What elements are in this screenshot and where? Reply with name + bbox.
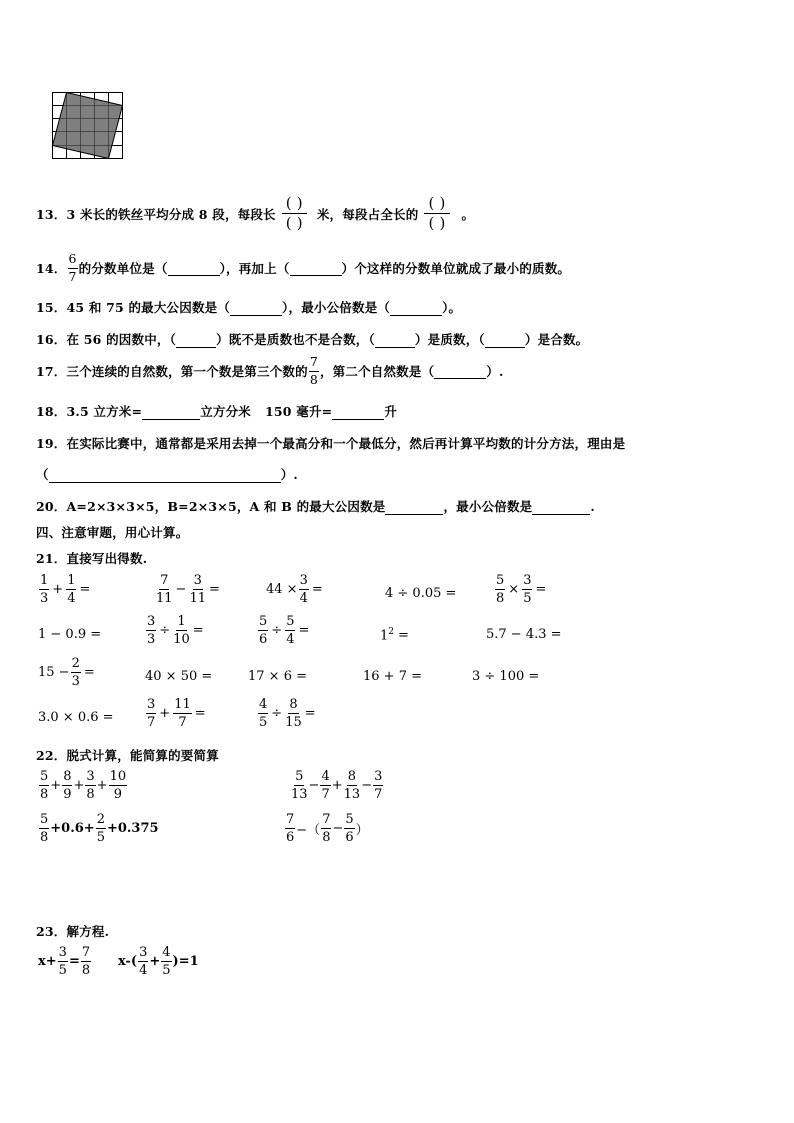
q17-fraction: $\frac{7}{8}$ (309, 354, 318, 387)
calc22-expr-1: $\frac{5}{8}$ + $\frac{8}{9}$ + $\frac{3}{8}$ + $\frac{10}{9}$ (40, 769, 127, 802)
q20-text-c: . (590, 499, 595, 514)
calc-item-16: 3.0 × 0.6 = (38, 710, 114, 725)
q14-text-a: 的分数单位是（ (78, 261, 168, 276)
q16-text-a: 在 56 的因数中，（ (66, 332, 177, 347)
q14-fraction: $\frac{6}{7}$ (68, 251, 77, 284)
calc-item-5: $\frac{5}{8}$ × $\frac{3}{5}$ = (496, 573, 547, 606)
q18-blank-1[interactable] (142, 404, 200, 420)
q20-number: 20． (36, 499, 67, 514)
q18-blank-2[interactable] (332, 404, 384, 420)
q16-blank-2[interactable] (375, 332, 415, 348)
question-23-title: 23．解方程. (36, 924, 110, 939)
q14-text-b: ），再加上（ (219, 261, 290, 276)
q17-text-a: 三个连续的自然数，第一个数是第三个数的 (66, 364, 308, 379)
q16-text-c: ）是质数，（ (414, 332, 485, 347)
q19-text-a: 在实际比赛中，通常都是采用去掉一个最高分和一个最低分，然后再计算平均数的计分方法，理由是 (66, 436, 626, 451)
q19-number: 19． (36, 436, 67, 451)
q20-text-a: A=2×3×3×5，B=2×3×5，A 和 B 的最大公因数是 (66, 499, 386, 514)
q16-blank-1[interactable] (176, 332, 216, 348)
q17-text-c: ）. (486, 364, 504, 379)
question-22-title: 22．脱式计算，能简算的要简算 (36, 748, 219, 763)
calc-item-1: $\frac{1}{3}$ + $\frac{1}{4}$ = (40, 573, 91, 606)
q14-blank-1[interactable] (168, 260, 220, 276)
q19-blank[interactable] (49, 467, 281, 483)
q18-text-d: 升 (384, 404, 398, 419)
section-4-heading: 四、注意审题，用心计算。 (36, 525, 189, 540)
q15-text-a: 45 和 75 的最大公因数是（ (66, 300, 231, 315)
question-15 (36, 298, 461, 316)
q14-number: 14． (36, 261, 67, 276)
q20-blank-1[interactable] (385, 499, 443, 515)
q19-text-b: （ (36, 467, 49, 482)
question-14 (36, 253, 570, 283)
calc-item-6: 1 − 0.9 = (38, 627, 102, 642)
q14-blank-2[interactable] (290, 260, 342, 276)
q15-text-b: ），最小公倍数是（ (282, 300, 391, 315)
question-19-line-2 (36, 465, 298, 483)
q20-blank-2[interactable] (532, 499, 590, 515)
q13-paren-fraction-2: $\frac{( )}{( )}$ (424, 196, 449, 231)
q15-number: 15． (36, 300, 67, 315)
question-20 (36, 497, 595, 515)
calc22-expr-2: $\frac{5}{13}$ − $\frac{4}{7}$ + $\frac{8}{13}$ − $\frac{3}{7}$ (291, 769, 383, 802)
q15-blank-2[interactable] (390, 300, 442, 316)
q16-text-b: ）既不是质数也不是合数，（ (216, 332, 375, 347)
q18-number: 18． (36, 404, 67, 419)
calc-item-3: 44 × $\frac{3}{4}$ = (266, 573, 323, 606)
q13-text-c: 。 (461, 206, 475, 222)
q13-number: 13． (36, 206, 67, 222)
question-17 (36, 356, 504, 386)
q18-text-c: 150 毫升= (265, 404, 333, 419)
q19-text-c: ）. (280, 467, 298, 482)
q16-blank-3[interactable] (485, 332, 525, 348)
q20-text-b: ，最小公倍数是 (443, 499, 533, 514)
calc-item-13: 17 × 6 = (248, 669, 307, 684)
question-16 (36, 330, 588, 348)
calc-item-17: $\frac{3}{7}$ + $\frac{11}{7}$ = (147, 697, 206, 730)
q17-number: 17． (36, 364, 67, 379)
calc-item-11: 15 − $\frac{2}{3}$ = (38, 656, 95, 689)
calc-item-18: $\frac{4}{5}$ ÷ $\frac{8}{15}$ = (259, 697, 316, 730)
question-18 (36, 402, 397, 420)
calc22-expr-3: $\frac{5}{8}$ +0.6+ $\frac{2}{5}$ +0.375 (40, 812, 159, 845)
question-13 (36, 196, 474, 231)
calc-item-12: 40 × 50 = (145, 669, 213, 684)
calc-item-10: 5.7 − 4.3 = (486, 627, 562, 642)
tilted-square (53, 93, 123, 159)
equation-1: x+ $\frac{3}{5}$ = $\frac{7}{8}$ (38, 945, 91, 978)
calc-item-8: $\frac{5}{6}$ ÷ $\frac{5}{4}$ = (259, 614, 310, 647)
q13-text-a: 3 米长的铁丝平均分成 8 段，每段长 (66, 206, 276, 222)
calc-item-7: $\frac{3}{3}$ ÷ $\frac{1}{10}$ = (147, 614, 204, 647)
q17-blank[interactable] (434, 363, 486, 379)
calc-item-15: 3 ÷ 100 = (472, 669, 540, 684)
calc-item-2: $\frac{7}{11}$ − $\frac{3}{11}$ = (156, 573, 220, 606)
calc22-expr-4: $\frac{7}{6}$ −（ $\frac{7}{8}$ − $\frac{5}{6}$ ） (286, 812, 369, 845)
question-19 (36, 434, 625, 452)
calc-item-9: $1^2$ = (380, 627, 409, 644)
q14-text-c: ）个这样的分数单位就成了最小的质数。 (341, 261, 571, 276)
q18-text-a: 3.5 立方米= (66, 404, 143, 419)
q16-text-d: ）是合数。 (524, 332, 589, 347)
q15-text-c: ）。 (442, 300, 462, 315)
q15-blank-1[interactable] (230, 300, 282, 316)
q16-number: 16． (36, 332, 67, 347)
q13-text-b: 米，每段占全长的 (316, 206, 419, 222)
equation-2: x-( $\frac{3}{4}$ + $\frac{4}{5}$ )=1 (118, 945, 199, 978)
q13-paren-fraction-1: $\frac{( )}{( )}$ (282, 196, 307, 231)
calc-item-14: 16 + 7 = (363, 669, 422, 684)
question-21-title: 21．直接写出得数. (36, 551, 148, 566)
grid-figure (52, 92, 124, 160)
q18-text-b: 立方分米 (200, 404, 251, 419)
q17-text-b: ，第二个自然数是（ (319, 364, 435, 379)
calc-item-4: 4 ÷ 0.05 = (385, 586, 457, 601)
